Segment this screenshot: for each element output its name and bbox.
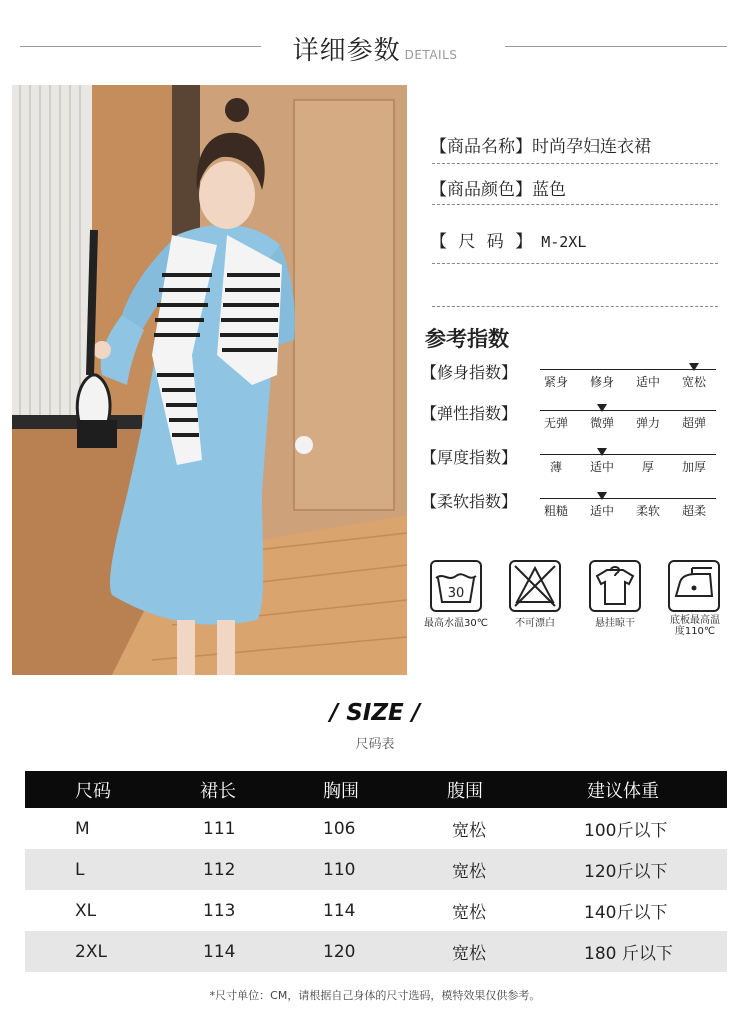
cell-size: L bbox=[75, 859, 85, 880]
care-label-wash: 最高水温30℃ bbox=[424, 618, 488, 629]
size-note: *尺寸单位：CM，请根据自己身体的尺寸选码，模特效果仅供参考。 bbox=[209, 989, 541, 1002]
cell-weight: 140斤以下 bbox=[584, 903, 668, 923]
size-table bbox=[25, 771, 727, 972]
cell-bust: 110 bbox=[323, 859, 356, 880]
index-option: 宽松 bbox=[681, 375, 706, 389]
info-color-label: 【商品颜色】 bbox=[430, 180, 532, 200]
page-subtitle: DETAILS bbox=[404, 48, 458, 62]
divider bbox=[432, 163, 718, 164]
index-label: 【厚度指数】 bbox=[421, 448, 518, 467]
wash-temp-number: 30 bbox=[447, 586, 465, 601]
column-header-size: 尺码 bbox=[75, 780, 111, 802]
size-subtitle: 尺码表 bbox=[355, 737, 395, 752]
index-option: 无弹 bbox=[543, 416, 568, 430]
cell-size: M bbox=[75, 818, 90, 839]
index-option: 超弹 bbox=[681, 416, 706, 430]
info-color-value: 蓝色 bbox=[532, 180, 566, 200]
index-option: 弹力 bbox=[635, 416, 660, 430]
info-size bbox=[430, 227, 718, 252]
index-option: 粗糙 bbox=[543, 504, 568, 518]
divider bbox=[432, 204, 718, 205]
page-title: 详细参数 bbox=[292, 36, 401, 66]
table-row bbox=[25, 808, 727, 849]
size-title: / SIZE / bbox=[329, 700, 421, 726]
divider bbox=[432, 306, 718, 307]
cell-size: 2XL bbox=[75, 941, 107, 962]
cell-bust: 114 bbox=[323, 900, 356, 921]
no-bleach-icon bbox=[509, 560, 561, 612]
care-label-dry: 悬挂晾干 bbox=[595, 618, 635, 629]
index-marker-icon bbox=[689, 363, 699, 371]
table-row bbox=[25, 890, 727, 931]
table-row bbox=[25, 931, 727, 972]
cell-bust: 106 bbox=[323, 818, 356, 839]
cell-bust: 120 bbox=[323, 941, 356, 962]
table-row bbox=[25, 849, 727, 890]
index-marker-icon bbox=[597, 492, 607, 500]
index-option: 超柔 bbox=[681, 504, 706, 518]
index-option: 微弹 bbox=[589, 416, 614, 430]
column-header-length: 裙长 bbox=[200, 780, 236, 802]
wash-30-icon bbox=[430, 560, 482, 612]
index-option: 适中 bbox=[635, 375, 660, 389]
section-header bbox=[0, 30, 750, 67]
index-scale-line bbox=[540, 454, 716, 455]
index-option: 适中 bbox=[589, 460, 614, 474]
cell-weight: 120斤以下 bbox=[584, 862, 668, 882]
info-name-label: 【商品名称】 bbox=[430, 137, 532, 157]
index-label: 【弹性指数】 bbox=[421, 404, 518, 423]
cell-length: 113 bbox=[203, 900, 236, 921]
index-option: 适中 bbox=[589, 504, 614, 518]
cell-waist: 宽松 bbox=[452, 903, 486, 923]
index-marker-icon bbox=[597, 448, 607, 456]
care-label-bleach: 不可漂白 bbox=[515, 618, 555, 629]
info-name bbox=[430, 132, 718, 157]
index-option: 修身 bbox=[589, 375, 614, 389]
index-scale-line bbox=[540, 410, 716, 411]
column-header-bust: 胸围 bbox=[323, 780, 359, 802]
index-option: 紧身 bbox=[543, 375, 568, 389]
divider bbox=[432, 263, 718, 264]
iron-110-icon bbox=[668, 560, 720, 612]
info-size-value: M-2XL bbox=[541, 233, 587, 251]
cell-weight: 180 斤以下 bbox=[584, 944, 673, 964]
reference-title: 参考指数 bbox=[425, 327, 509, 351]
hang-dry-icon bbox=[589, 560, 641, 612]
column-header-weight: 建议体重 bbox=[587, 780, 659, 802]
cell-size: XL bbox=[75, 900, 97, 921]
index-label: 【修身指数】 bbox=[421, 363, 518, 382]
info-name-value: 时尚孕妇连衣裙 bbox=[532, 137, 651, 157]
cell-length: 111 bbox=[203, 818, 236, 839]
index-marker-icon bbox=[597, 404, 607, 412]
index-option: 柔软 bbox=[635, 504, 660, 518]
cell-length: 114 bbox=[203, 941, 236, 962]
table-header-row bbox=[25, 771, 727, 808]
cell-waist: 宽松 bbox=[452, 862, 486, 882]
care-label-iron: 底板最高温度110℃ bbox=[670, 615, 720, 637]
index-label: 【柔软指数】 bbox=[421, 492, 518, 511]
info-size-label: 【 尺 码 】 bbox=[430, 232, 536, 252]
product-photo bbox=[12, 85, 407, 675]
cell-length: 112 bbox=[203, 859, 236, 880]
index-option: 厚 bbox=[641, 460, 654, 474]
index-option: 加厚 bbox=[681, 460, 706, 474]
info-color bbox=[430, 175, 718, 200]
index-scale-line bbox=[540, 498, 716, 499]
cell-waist: 宽松 bbox=[452, 821, 486, 841]
cell-waist: 宽松 bbox=[452, 944, 486, 964]
cell-weight: 100斤以下 bbox=[584, 821, 668, 841]
index-option: 薄 bbox=[549, 460, 562, 474]
model-illustration bbox=[12, 85, 407, 675]
column-header-waist: 腹围 bbox=[447, 780, 483, 802]
